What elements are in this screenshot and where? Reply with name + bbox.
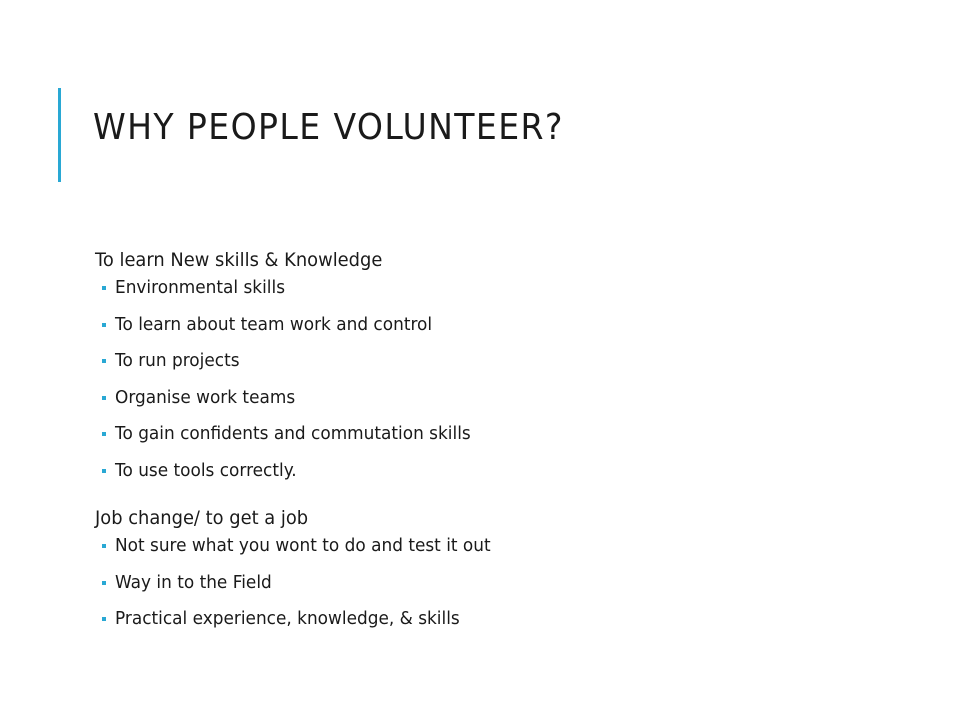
list-item (95, 528, 895, 565)
list-item-text: To run projects (115, 350, 240, 371)
list-item (95, 601, 895, 638)
bullet-square-icon (102, 544, 106, 548)
list-item-text: To use tools correctly. (115, 459, 297, 481)
list-item (95, 307, 895, 344)
bullet-list (95, 528, 895, 638)
title-accent-bar (58, 88, 61, 182)
slide-content (95, 244, 895, 638)
bullet-square-icon (102, 323, 106, 327)
bullet-square-icon (102, 396, 106, 400)
list-item-text: To learn about team work and control (115, 313, 433, 335)
slide-title: WHY PEOPLE VOLUNTEER? (93, 107, 564, 148)
bullet-square-icon (102, 286, 106, 290)
list-item-text: Environmental skills (115, 277, 286, 298)
group-heading: Job change/ to get a job (95, 507, 309, 529)
bullet-square-icon (102, 581, 106, 585)
bullet-square-icon (102, 359, 106, 363)
list-item (95, 343, 895, 380)
bullet-square-icon (102, 432, 106, 436)
bullet-group-job-change (95, 502, 895, 638)
list-item (95, 453, 895, 490)
group-heading: To learn New skills & Knowledge (95, 249, 383, 271)
bullet-square-icon (102, 617, 106, 621)
list-item (95, 270, 895, 307)
bullet-group-learn-skills (95, 244, 895, 489)
list-item-text: To gain confidents and commutation skills (115, 423, 471, 444)
list-item-text: Way in to the Field (115, 571, 272, 593)
list-item-text: Not sure what you wont to do and test it out (115, 535, 491, 556)
list-item (95, 416, 895, 453)
bullet-list (95, 270, 895, 489)
list-item-text: Organise work teams (115, 386, 296, 408)
list-item (95, 380, 895, 417)
list-item (95, 565, 895, 602)
bullet-square-icon (102, 469, 106, 473)
list-item-text: Practical experience, knowledge, & skills (115, 608, 460, 629)
